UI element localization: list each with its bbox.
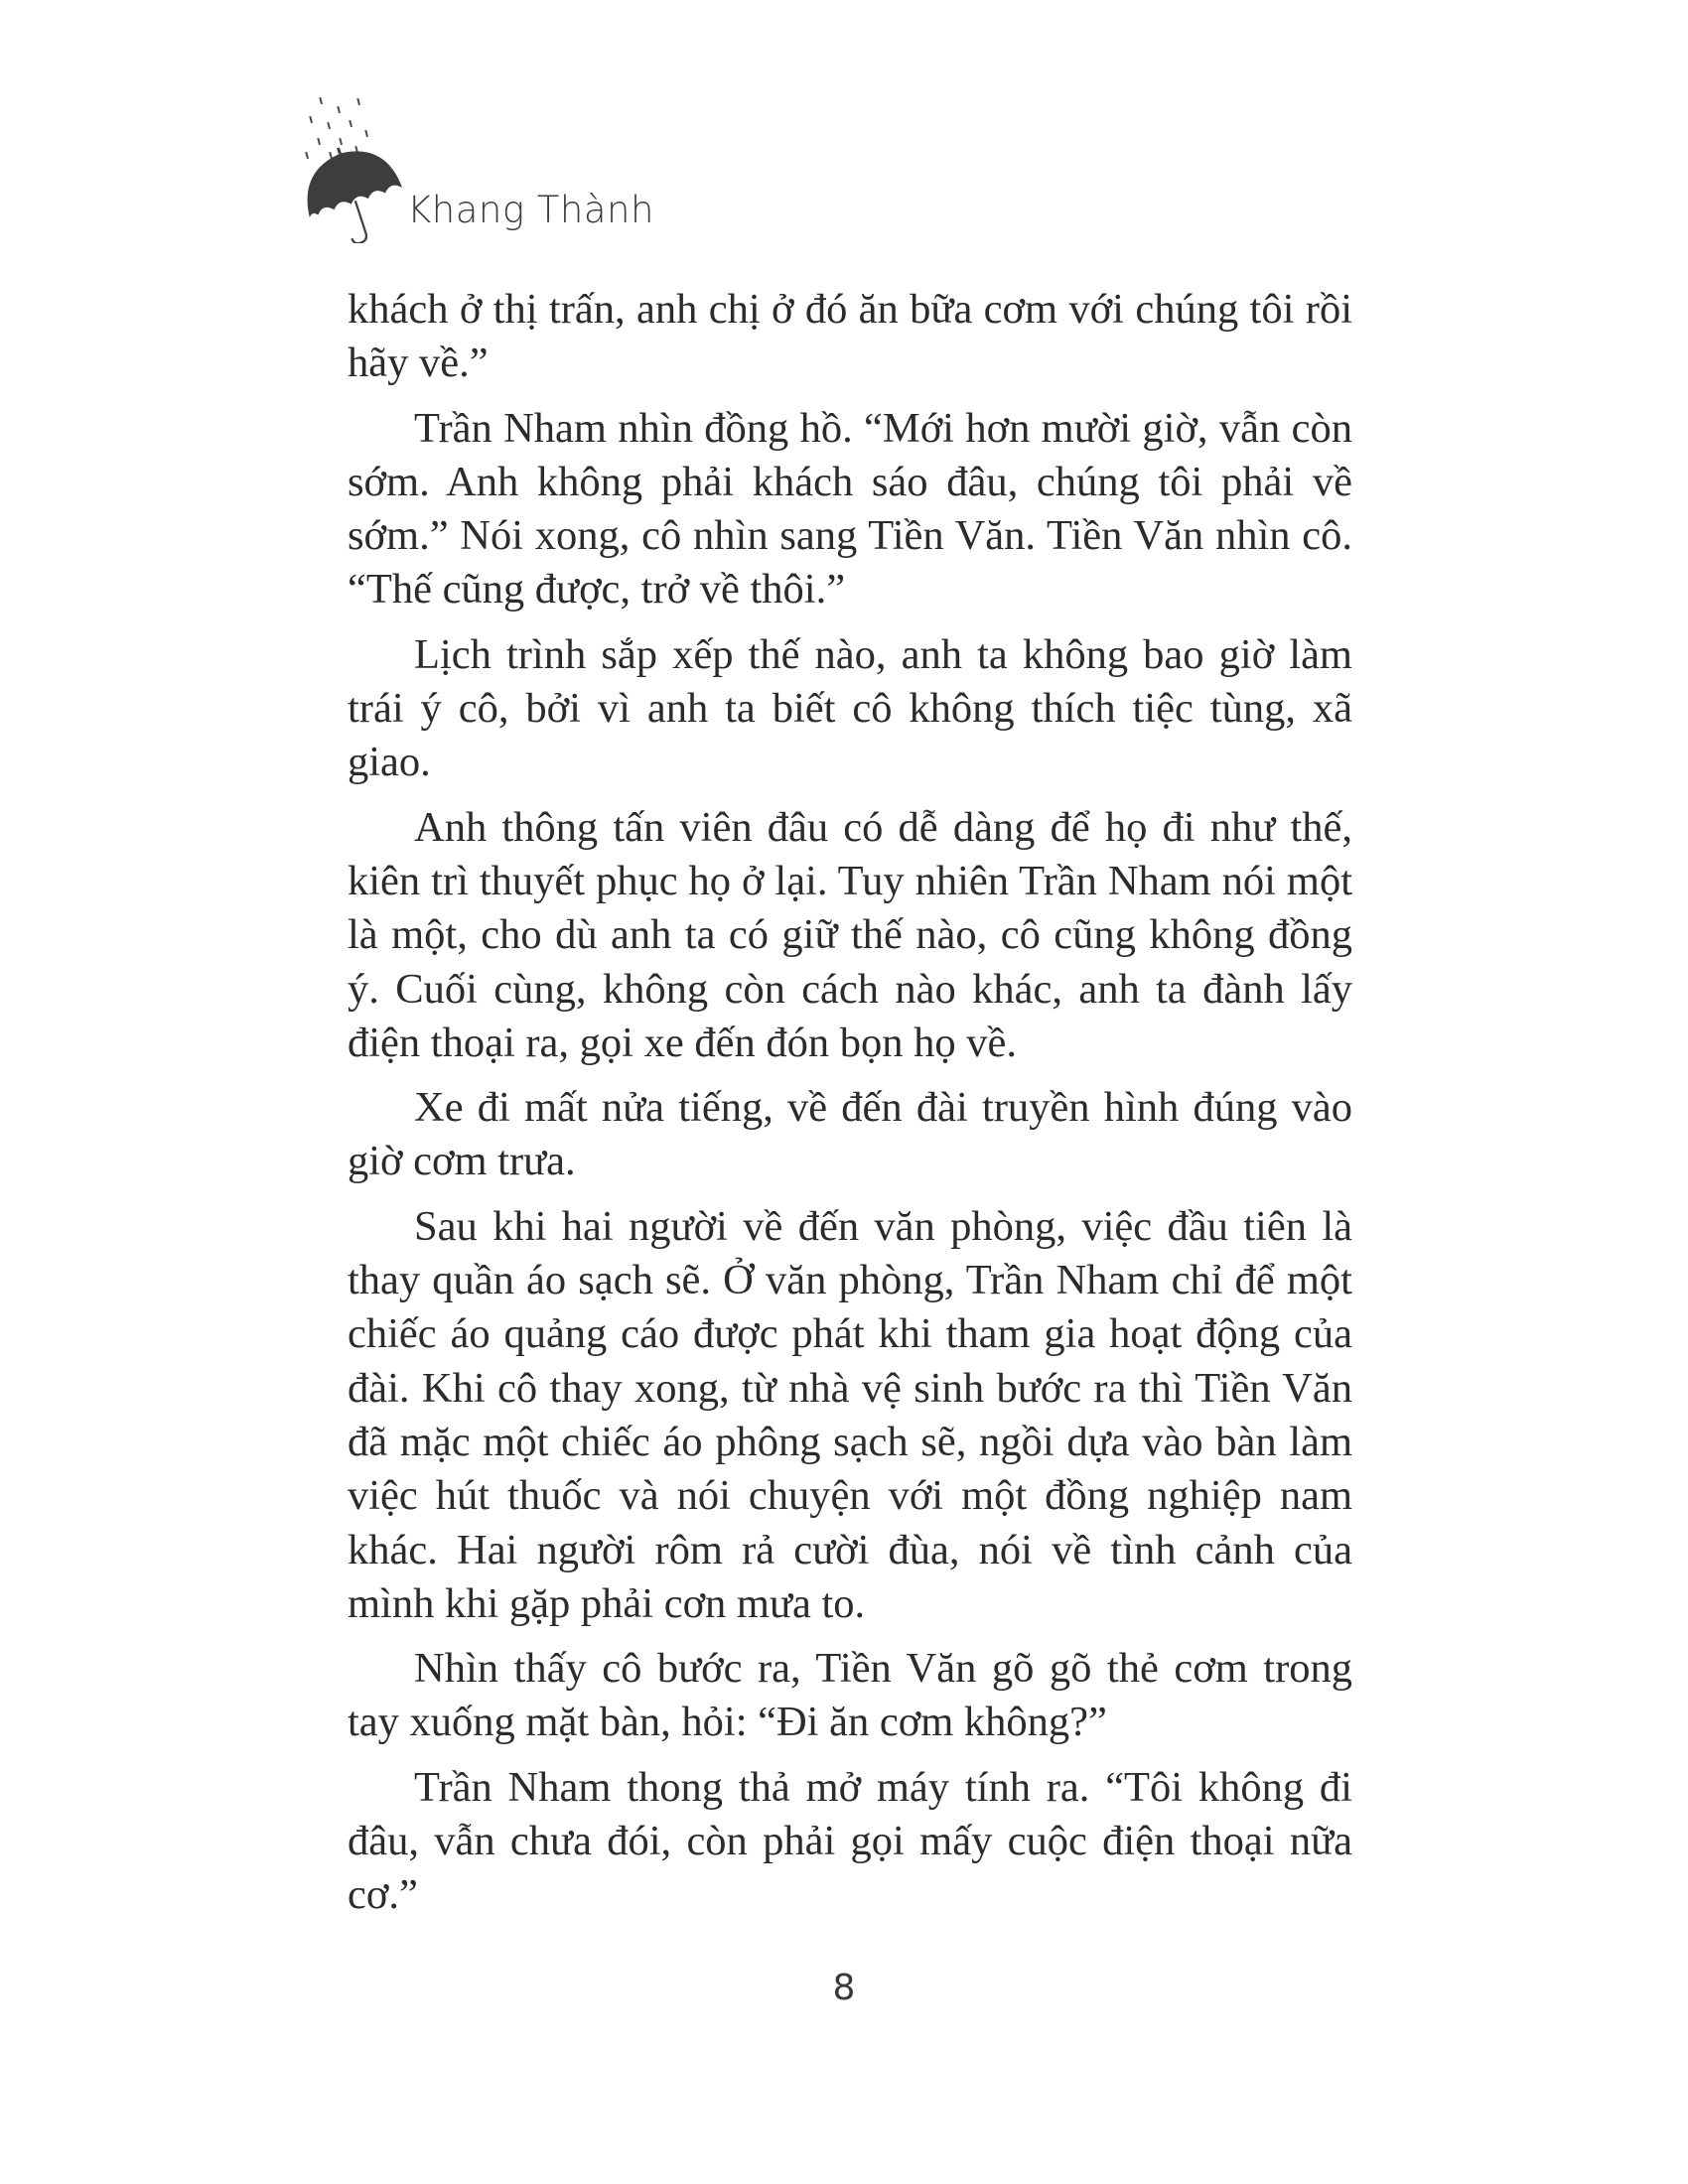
running-header <box>298 94 715 253</box>
umbrella-rain-icon <box>298 94 407 243</box>
body-text <box>348 283 1352 1934</box>
author-name: Khang Thành <box>407 189 654 231</box>
paragraph: Anh thông tấn viên đâu có dễ dàng để họ đi như thế, kiên trì thuyết phục họ ở lại. Tuy nhiên Trần Nham nói một là một, cho dù anh ta có giữ thế nào, cô cũng không đồng ý. Cuối cùng, không còn cách nào khác, anh ta đành lấy điện thoại ra, gọi xe đến đón bọn họ về. <box>348 803 1352 1066</box>
paragraph: Xe đi mất nửa tiếng, về đến đài truyền hình đúng vào giờ cơm trưa. <box>348 1084 1352 1185</box>
paragraph: khách ở thị trấn, anh chị ở đó ăn bữa cơm với chúng tôi rồi hãy về.” <box>348 286 1352 387</box>
paragraph: Sau khi hai người về đến văn phòng, việc đầu tiên là thay quần áo sạch sẽ. Ở văn phòng, Trần Nham chỉ để một chiếc áo quảng cáo được phát khi tham gia hoạt động của đài. Khi cô thay xong, từ nhà vệ sinh bước ra thì Tiền Văn đã mặc một chiếc áo phông sạch sẽ, ngồi dựa vào bàn làm việc hút thuốc và nói chuyện với một đồng nghiệp nam khác. Hai người rôm rả cười đùa, nói về tình cảnh của mình khi gặp phải cơn mưa to. <box>348 1202 1352 1627</box>
paragraph: Trần Nham nhìn đồng hồ. “Mới hơn mười giờ, vẫn còn sớm. Anh không phải khách sáo đâu, chúng tôi phải về sớm.” Nói xong, cô nhìn sang Tiền Văn. Tiền Văn nhìn cô. “Thế cũng được, trở về thôi.” <box>348 404 1352 614</box>
page-number: 8 <box>832 1968 856 2008</box>
paragraph: Trần Nham thong thả mở máy tính ra. “Tôi không đi đâu, vẫn chưa đói, còn phải gọi mấy cuộc điện thoại nữa cơ.” <box>348 1763 1352 1919</box>
paragraph: Lịch trình sắp xếp thế nào, anh ta không bao giờ làm trái ý cô, bởi vì anh ta biết cô không thích tiệc tùng, xã giao. <box>348 630 1352 786</box>
paragraph: Nhìn thấy cô bước ra, Tiền Văn gõ gõ thẻ cơm trong tay xuống mặt bàn, hỏi: “Đi ăn cơm không?” <box>348 1645 1352 1746</box>
